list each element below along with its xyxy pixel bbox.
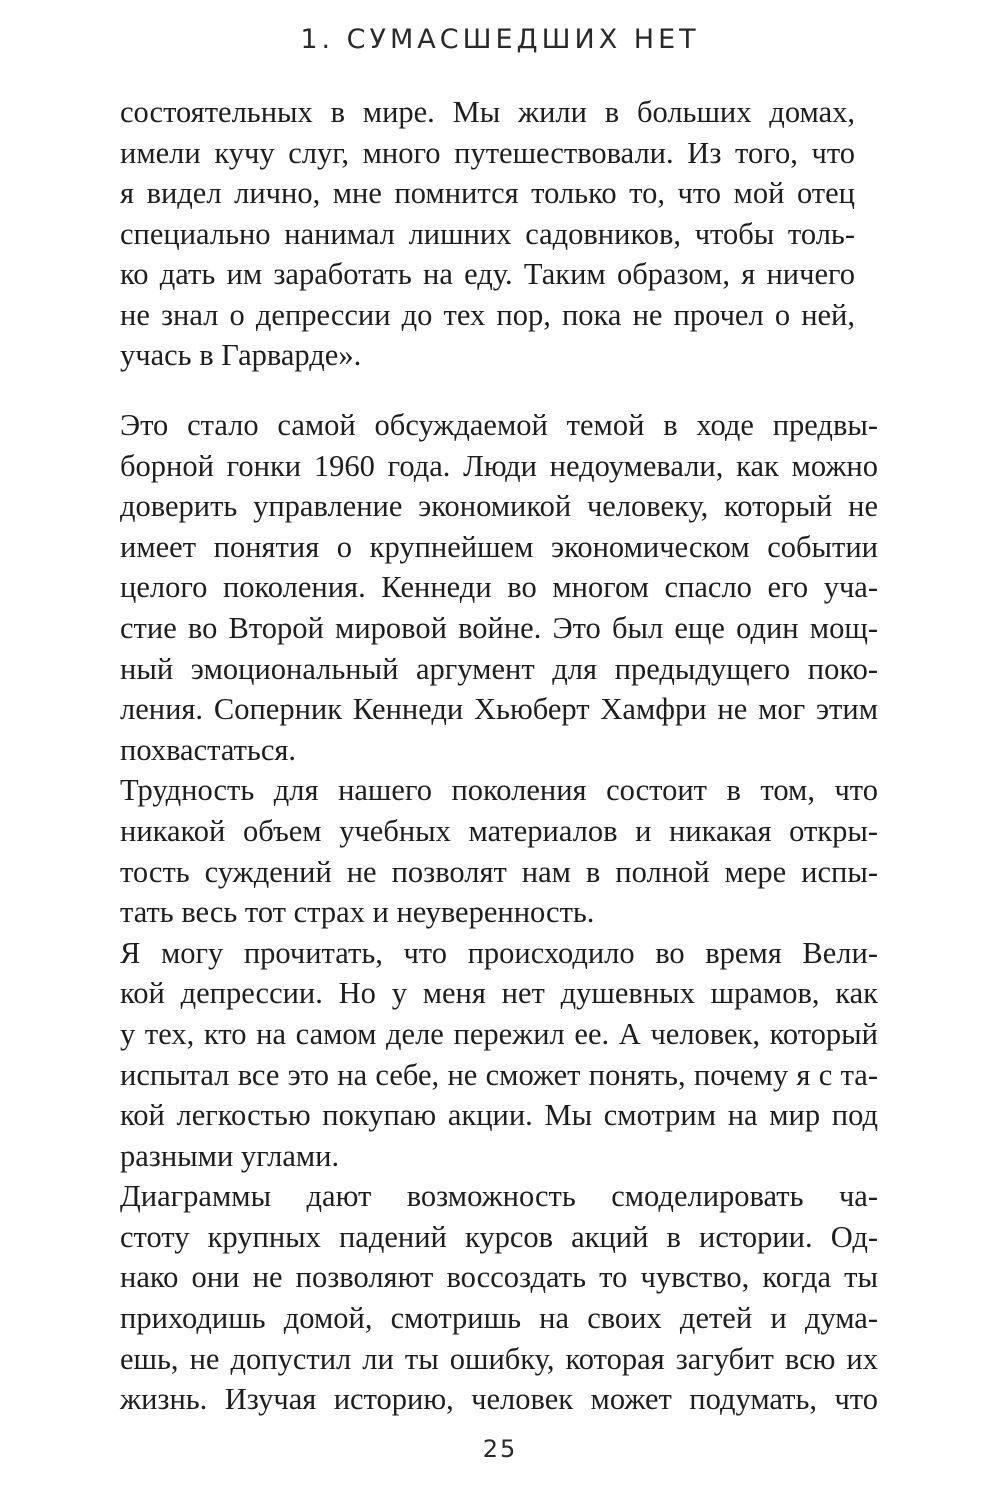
text-line: учась в Гарварде». [120, 338, 362, 372]
text-line: тать весь тот страх и неуверенность. [120, 895, 595, 930]
text-line: стие во Второй мировой войне. Это был еще один мощ- [120, 610, 878, 645]
quote-paragraph [120, 92, 855, 376]
text-line: у тех, кто на самом деле пережил ее. А человек, который [120, 1016, 878, 1051]
text-line: не знал о депрессии до тех пор, пока не прочел о ней, [120, 297, 855, 332]
text-line: имели кучу слуг, много путешествовали. Из того, что [120, 135, 855, 170]
text-line: борной гонки 1960 года. Люди недоумевали, как можно [120, 448, 878, 483]
running-head: 1. СУМАСШЕДШИХ НЕТ [300, 24, 700, 55]
text-line: Это стало самой обсуждаемой темой в ходе предвы- [120, 408, 878, 442]
text-line: целого поколения. Кеннеди во многом спасло его уча- [120, 570, 878, 605]
text-line: специально нанимал лишних садовников, чтобы толь- [120, 216, 855, 251]
text-line: приходишь домой, смотришь на своих детей и дума- [120, 1301, 878, 1336]
text-line: ный эмоциональный аргумент для предыдущего поко- [120, 651, 878, 686]
text-line: кой депрессии. Но у меня нет душевных шрамов, как [120, 976, 878, 1011]
text-line: доверить управление экономикой человеку, который не [120, 489, 878, 524]
text-line: жизнь. Изучая историю, человек может подумать, что [120, 1382, 878, 1417]
text-line: стоту крупных падений курсов акций в истории. Од- [120, 1219, 878, 1254]
text-line: Трудность для нашего поколения состоит в том, что [120, 773, 878, 808]
text-line: похвастаться. [120, 732, 297, 767]
text-line: имеет понятия о крупнейшем экономическом событии [120, 529, 878, 564]
text-line: Диаграммы дают возможность смоделировать ча- [120, 1179, 878, 1214]
text-line: никакой объем учебных материалов и никакая откры- [120, 813, 878, 848]
text-line: тость суждений не позволят нам в полной мере испы- [120, 854, 878, 889]
text-line: Я могу прочитать, что происходило во время Вели- [120, 935, 878, 970]
text-line: ешь, не допустил ли ты ошибку, которая загубит всю их [120, 1341, 878, 1376]
text-line: ко дать им заработать на еду. Таким образом, я ничего [120, 257, 855, 291]
text-line: нако они не позволяют воссоздать то чувство, когда ты [120, 1260, 878, 1295]
text-line: состоятельных в мире. Мы жили в больших домах, [120, 95, 855, 129]
text-line: кой легкостью покупаю акции. Мы смотрим на мир под [120, 1098, 878, 1133]
text-line: я видел лично, мне помнится только то, что мой отец [120, 176, 855, 210]
text-line: ления. Соперник Кеннеди Хьюберт Хамфри не мог этим [120, 692, 878, 727]
body-text [120, 405, 878, 1420]
text-line: испытал все это на себе, не сможет понять, почему я с та- [120, 1057, 878, 1092]
page-number: 25 [482, 1435, 518, 1463]
text-line: разными углами. [120, 1138, 340, 1173]
